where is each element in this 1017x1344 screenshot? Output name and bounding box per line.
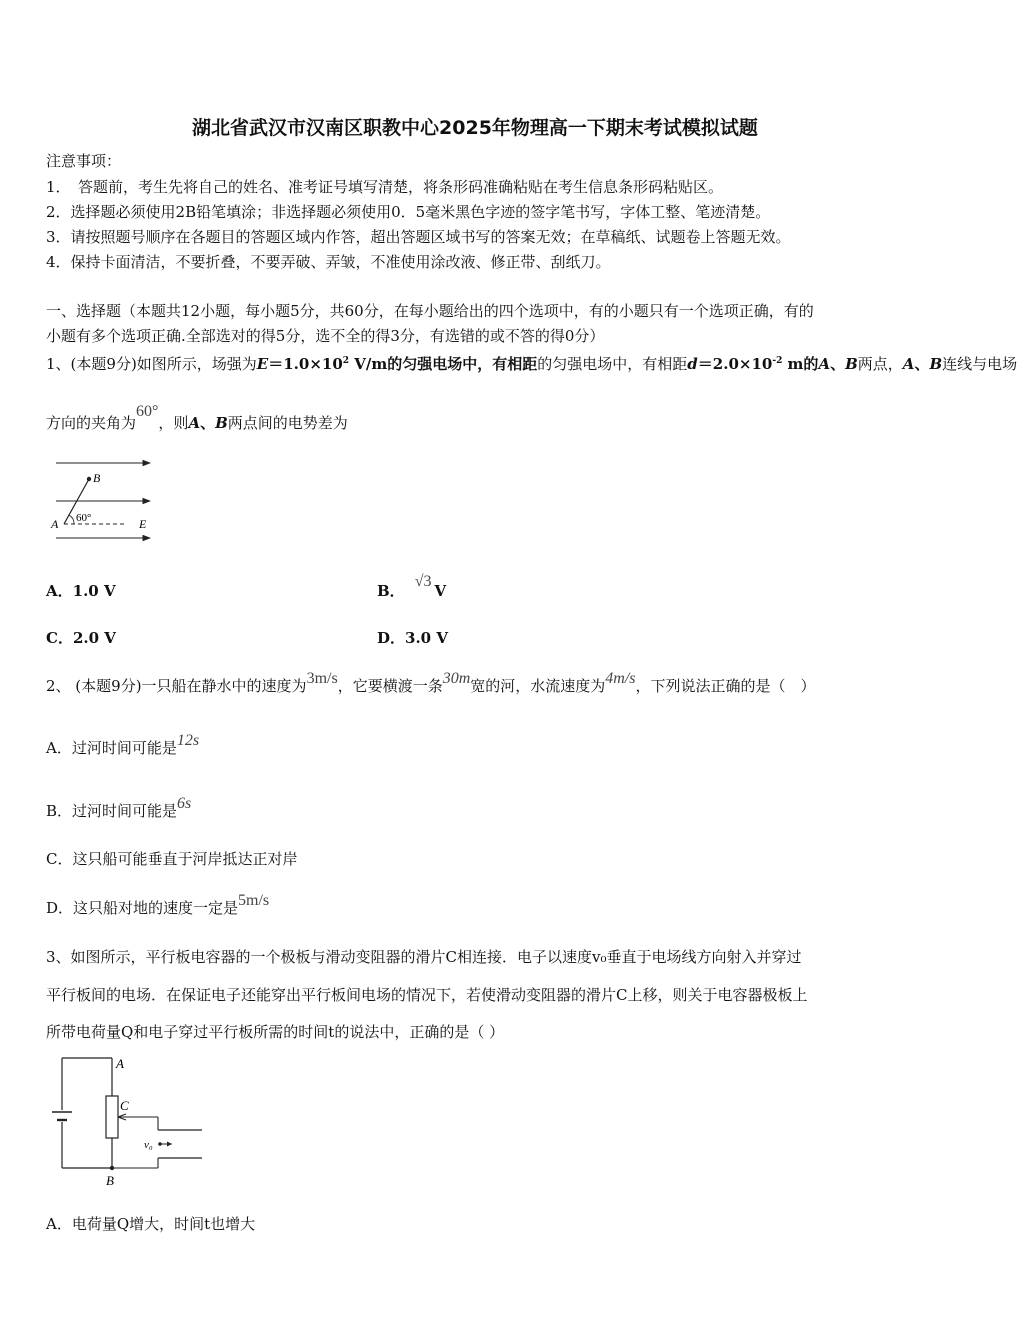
q1-option-B[interactable] <box>377 573 447 603</box>
q1-E-value: ＝1.0×10 <box>268 355 343 373</box>
q1-option-B-math: √3 <box>414 573 432 590</box>
q3-stem-line-3: 所带电荷量Q和电子穿过平行板所需的时间t的说法中，正确的是（ ） <box>46 1023 505 1041</box>
q1-point-A-2: A <box>902 355 915 373</box>
q2-option-B-text: B．过河时间可能是 <box>46 802 178 820</box>
q2-option-D-text: D．这只船对地的速度一定是 <box>46 899 239 917</box>
q1-option-D[interactable]: D．3.0 V <box>377 629 448 647</box>
notice-item-4: 4．保持卡面清洁，不要折叠，不要弄破、弄皱，不准使用涂改液、修正带、刮纸刀。 <box>46 253 611 271</box>
q2-option-C[interactable]: C．这只船可能垂直于河岸抵达正对岸 <box>46 850 298 868</box>
q1-point-B-2: B <box>929 355 943 373</box>
q2-option-A-value: 12s <box>176 732 200 749</box>
notice-item-1: 1． 答题前，考生先将自己的姓名、准考证号填写清楚，将条形码准确粘贴在考生信息条形码粘贴区。 <box>46 178 724 196</box>
label-v0: v₀ <box>144 1139 153 1151</box>
q1-d-unit: m的 <box>782 355 819 373</box>
section-heading-line-2: 小题有多个选项正确.全部选对的得5分，选不全的得3分，有选错的或不答的得0分） <box>46 327 605 345</box>
q3-stem-line-2: 平行板间的电场．在保证电子还能穿出平行板间电场的情况下，若使滑动变阻器的滑片C上移，则关于电容器极板上 <box>46 986 808 1004</box>
q1-point-B: B <box>845 355 858 373</box>
q1-sep-2: 、 <box>914 355 930 373</box>
arrow-head <box>167 1142 172 1147</box>
q1-text-5: 方向的夹角为 <box>46 414 137 432</box>
q2-option-A[interactable] <box>46 732 200 760</box>
q1-option-C[interactable]: C．2.0 V <box>46 629 116 647</box>
q1-E-symbol: E <box>256 355 269 373</box>
q2-boat-speed: 3m/s <box>306 670 338 687</box>
q2-text-3: 宽的河，水流速度为 <box>470 677 606 695</box>
q1-stem-line-2 <box>46 403 348 435</box>
q2-option-A-text: A．过河时间可能是 <box>46 739 177 757</box>
q2-stem <box>46 670 816 698</box>
label-E: E <box>139 517 147 531</box>
label-angle: 60° <box>76 512 92 524</box>
q1-text-7: 两点间的电势差为 <box>227 414 348 432</box>
q1-sep-3: 、 <box>200 414 216 432</box>
q1-point-B-3: B <box>215 414 228 432</box>
q1-d-exponent: -2 <box>772 356 783 366</box>
q2-current-speed: 4m/s <box>605 670 636 687</box>
q1-point-A: A <box>818 355 831 373</box>
q1-field-figure <box>46 452 158 548</box>
notice-item-3: 3．请按照题号顺序在各题目的答题区域内作答，超出答题区域书写的答案无效；在草稿纸、试题卷上答题无效。 <box>46 228 791 246</box>
q1-option-B-prefix: B． <box>377 582 405 600</box>
q2-text-2: ，它要横渡一条 <box>337 677 443 695</box>
q2-river-width: 30m <box>442 670 471 687</box>
q2-option-B[interactable] <box>46 795 192 823</box>
q1-point-A-3: A <box>188 414 201 432</box>
q1-text-6: ，则 <box>158 414 189 432</box>
q2-text-1: 2、 (本题9分)一只船在静水中的速度为 <box>46 677 307 695</box>
q1-text-4: 连线与电场 <box>942 355 1017 373</box>
label-A: A <box>51 517 59 531</box>
q1-E-exponent: 2 <box>342 356 350 366</box>
page-title: 湖北省武汉市汉南区职教中心2025年物理高一下期末考试模拟试题 <box>192 117 758 139</box>
q2-option-B-value: 6s <box>177 795 192 812</box>
q1-d-value: ＝2.0×10 <box>697 355 773 373</box>
q3-circuit-figure <box>46 1052 216 1192</box>
q3-stem-line-1: 3、如图所示，平行板电容器的一个极板与滑动变阻器的滑片C相连接．电子以速度v₀垂直于电场线方向射入并穿过 <box>46 948 802 966</box>
angle-arc <box>69 515 74 524</box>
label-A: A <box>116 1056 124 1071</box>
q1-sep: 、 <box>830 355 846 373</box>
q3-option-A[interactable]: A．电荷量Q增大，时间t也增大 <box>46 1215 256 1233</box>
q1-angle: 60° <box>136 403 159 420</box>
q1-d-symbol: d <box>687 355 698 373</box>
q1-E-unit: V/m的匀强电场中，有相距 <box>349 355 538 373</box>
q1-text-1: 1、(本题9分)如图所示，场强为 <box>46 355 257 373</box>
q1-stem-line-1: 1、(本题9分)如图所示，场强为$E=1.0\times 10^2$ V/m的匀强电场中，有相距的匀强电场中，有相距$d=2.0\times 10^{-2}$ m的A、B两点，A、B连线与电场 <box>46 355 1017 373</box>
notice-heading: 注意事项： <box>46 152 122 170</box>
label-C: C <box>120 1098 129 1113</box>
label-B: B <box>93 471 101 485</box>
q2-option-D[interactable] <box>46 892 270 920</box>
rheostat <box>106 1096 118 1138</box>
q1-option-A[interactable]: A．1.0 V <box>46 582 116 600</box>
point-B-dot <box>87 477 91 481</box>
label-B: B <box>106 1173 114 1188</box>
notice-item-2: 2．选择题必须使用2B铅笔填涂；非选择题必须使用0．5毫米黑色字迹的签字笔书写，字体工整、笔迹清楚。 <box>46 203 771 221</box>
q1-text-3: 两点， <box>857 355 903 373</box>
q2-text-4: ，下列说法正确的是（ ） <box>635 677 816 695</box>
q1-option-B-unit: V <box>434 582 447 600</box>
q2-option-D-value: 5m/s <box>238 892 270 909</box>
section-heading-line-1: 一、选择题（本题共12小题，每小题5分，共60分，在每小题给出的四个选项中，有的小题只有一个选项正确，有的 <box>46 302 814 320</box>
